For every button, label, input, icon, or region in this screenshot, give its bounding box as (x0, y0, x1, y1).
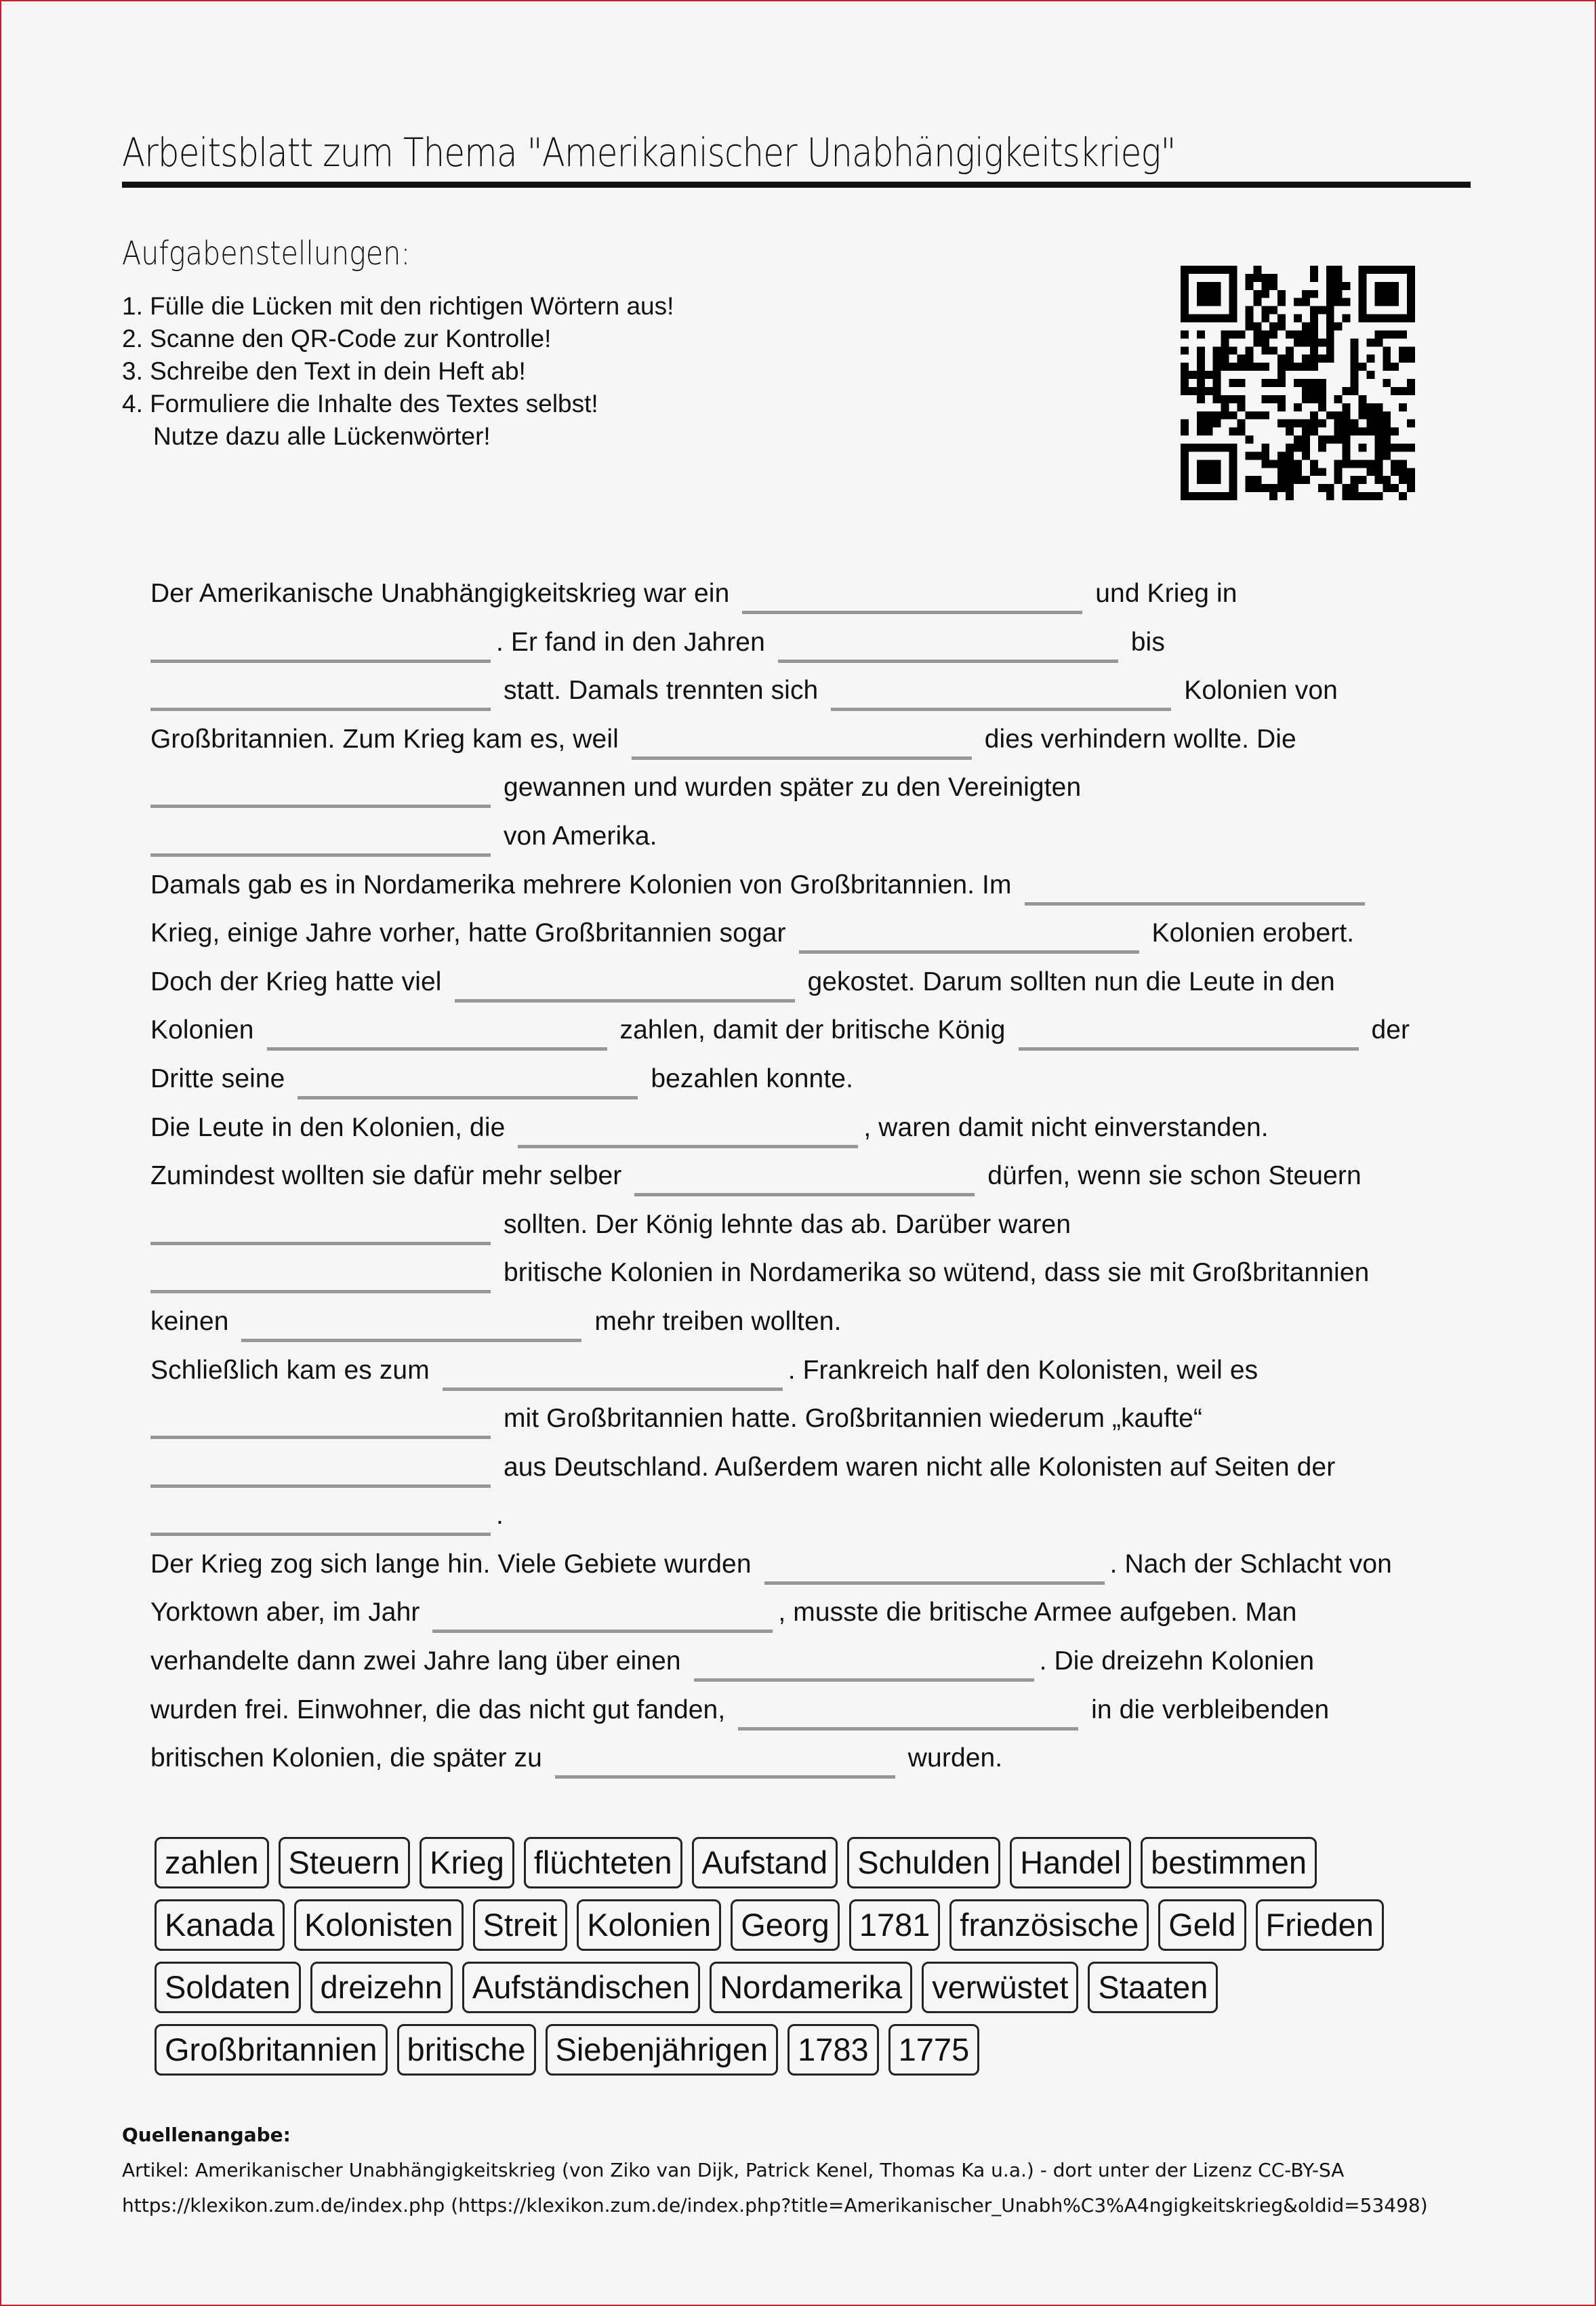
word-chip[interactable]: Soldaten (155, 1962, 301, 2013)
word-chip[interactable]: 1775 (888, 2024, 980, 2076)
word-chip[interactable]: Kanada (155, 1899, 285, 1951)
blank-field[interactable] (555, 1775, 895, 1779)
blank-field[interactable] (518, 1145, 858, 1148)
task-item: 4. Formuliere die Inhalte des Textes selbst! (122, 390, 598, 418)
blank-field[interactable] (267, 1047, 607, 1051)
page-title: Arbeitsblatt zum Thema "Amerikanischer Unabhängigkeitskrieg" (122, 129, 1176, 176)
qr-code-icon (1181, 263, 1415, 503)
title-underline (122, 182, 1471, 188)
word-chip[interactable]: Steuern (279, 1837, 411, 1888)
source-heading: Quellenangabe: (122, 2124, 291, 2146)
text-line: sollten. Der König lehnte das ab. Darüber waren (150, 1200, 1465, 1249)
word-chip[interactable]: bestimmen (1141, 1837, 1317, 1888)
blank-field[interactable] (298, 1096, 638, 1099)
blank-field[interactable] (634, 1193, 975, 1196)
blank-field[interactable] (778, 660, 1118, 663)
word-bank-row (155, 2024, 1442, 2086)
text-line: aus Deutschland. Außerdem waren nicht alle Kolonisten auf Seiten der (150, 1443, 1465, 1492)
word-chip[interactable]: Krieg (420, 1837, 514, 1888)
word-chip[interactable]: dreizehn (310, 1962, 453, 2013)
text-line: keinen mehr treiben wollten. (150, 1297, 1465, 1346)
word-chip[interactable]: britische (397, 2024, 536, 2076)
word-chip[interactable]: französische (949, 1899, 1149, 1951)
word-chip[interactable]: Staaten (1088, 1962, 1218, 2013)
text-line: Damals gab es in Nordamerika mehrere Kolonien von Großbritannien. Im (150, 861, 1465, 910)
text-line: wurden frei. Einwohner, die das nicht gut fanden, in die verbleibenden (150, 1686, 1465, 1735)
word-chip[interactable]: Nordamerika (710, 1962, 912, 2013)
word-chip[interactable]: 1783 (787, 2024, 879, 2076)
text-line: gewannen und wurden später zu den Vereinigten (150, 763, 1465, 812)
blank-field[interactable] (150, 1290, 491, 1293)
text-line: statt. Damals trennten sich Kolonien von (150, 666, 1465, 715)
task-item: 3. Schreibe den Text in dein Heft ab! (122, 357, 526, 385)
task-list (122, 290, 674, 453)
word-chip[interactable]: 1781 (849, 1899, 941, 1951)
blank-field[interactable] (150, 1242, 491, 1245)
blank-field[interactable] (150, 1533, 491, 1536)
text-line: Krieg, einige Jahre vorher, hatte Großbritannien sogar Kolonien erobert. (150, 909, 1465, 958)
word-chip[interactable]: Großbritannien (155, 2024, 388, 2076)
word-chip[interactable]: Kolonien (577, 1899, 721, 1951)
blank-field[interactable] (150, 1484, 491, 1488)
blank-field[interactable] (831, 708, 1171, 711)
word-chip[interactable]: Streit (473, 1899, 568, 1951)
word-bank-row (155, 1837, 1442, 1899)
blank-field[interactable] (632, 756, 972, 760)
text-line: Kolonien zahlen, damit der britische König der (150, 1006, 1465, 1055)
blank-field[interactable] (432, 1630, 773, 1633)
text-line: Der Amerikanische Unabhängigkeitskrieg war ein und Krieg in (150, 569, 1465, 618)
blank-field[interactable] (150, 708, 491, 711)
text-line: Yorktown aber, im Jahr , musste die britische Armee aufgeben. Man (150, 1588, 1465, 1637)
word-chip[interactable]: Kolonisten (294, 1899, 464, 1951)
blank-field[interactable] (799, 950, 1139, 954)
blank-field[interactable] (443, 1388, 783, 1391)
blank-field[interactable] (742, 611, 1082, 614)
source-citation (122, 2118, 1428, 2223)
blank-field[interactable] (694, 1678, 1034, 1682)
source-article: Artikel: Amerikanischer Unabhängigkeitskrieg (von Ziko van Dijk, Patrick Kenel, Thomas Ka u.a.) - dort unter der Lizenz CC-BY-SA (122, 2159, 1345, 2181)
text-line: . Er fand in den Jahren bis (150, 618, 1465, 667)
word-chip[interactable]: zahlen (155, 1837, 269, 1888)
word-chip[interactable]: Handel (1010, 1837, 1131, 1888)
text-line: britischen Kolonien, die später zu wurden. (150, 1734, 1465, 1783)
text-line: mit Großbritannien hatte. Großbritannien wiederum „kaufte“ (150, 1394, 1465, 1443)
word-chip[interactable]: flüchteten (524, 1837, 682, 1888)
blank-field[interactable] (241, 1339, 581, 1342)
blank-field[interactable] (455, 999, 795, 1003)
word-chip[interactable]: Schulden (847, 1837, 1000, 1888)
text-line: Zumindest wollten sie dafür mehr selber dürfen, wenn sie schon Steuern (150, 1152, 1465, 1200)
word-chip[interactable]: Geld (1158, 1899, 1246, 1951)
text-line: Die Leute in den Kolonien, die , waren damit nicht einverstanden. (150, 1104, 1465, 1152)
text-line: Schließlich kam es zum . Frankreich half den Kolonisten, weil es (150, 1346, 1465, 1395)
task-item: 1. Fülle die Lücken mit den richtigen Wörtern aus! (122, 292, 674, 320)
source-url[interactable]: https://klexikon.zum.de/index.php (https://klexikon.zum.de/index.php?title=Amerikanischer_Unabh%C3%A4ngigkeitskrieg&oldid=53498) (122, 2194, 1428, 2217)
task-item-continuation: Nutze dazu alle Lückenwörter! (153, 422, 491, 450)
word-chip[interactable]: Aufstand (692, 1837, 838, 1888)
blank-field[interactable] (150, 1436, 491, 1439)
text-line: verhandelte dann zwei Jahre lang über einen . Die dreizehn Kolonien (150, 1637, 1465, 1686)
task-item: 2. Scanne den QR-Code zur Kontrolle! (122, 325, 552, 352)
cloze-text (150, 569, 1465, 1783)
text-line: Großbritannien. Zum Krieg kam es, weil dies verhindern wollte. Die (150, 715, 1465, 764)
word-chip[interactable]: Georg (731, 1899, 840, 1951)
word-bank (155, 1837, 1442, 2086)
blank-field[interactable] (150, 805, 491, 808)
text-line: Doch der Krieg hatte viel gekostet. Darum sollten nun die Leute in den (150, 958, 1465, 1007)
blank-field[interactable] (1025, 902, 1365, 906)
text-line: Der Krieg zog sich lange hin. Viele Gebiete wurden . Nach der Schlacht von (150, 1540, 1465, 1589)
word-chip[interactable]: Frieden (1256, 1899, 1384, 1951)
blank-field[interactable] (738, 1727, 1078, 1731)
blank-field[interactable] (1019, 1047, 1359, 1051)
text-line: Dritte seine bezahlen konnte. (150, 1055, 1465, 1104)
blank-field[interactable] (150, 853, 491, 857)
word-bank-row (155, 1899, 1442, 1962)
word-chip[interactable]: Siebenjährigen (546, 2024, 779, 2076)
blank-field[interactable] (150, 660, 491, 663)
word-chip[interactable]: verwüstet (922, 1962, 1078, 2013)
word-chip[interactable]: Aufständischen (462, 1962, 700, 2013)
word-bank-row (155, 1962, 1442, 2024)
text-line: von Amerika. (150, 812, 1465, 861)
text-line: britische Kolonien in Nordamerika so wütend, dass sie mit Großbritannien (150, 1249, 1465, 1297)
tasks-heading: Aufgabenstellungen: (122, 235, 411, 272)
text-line: . (150, 1491, 1465, 1540)
blank-field[interactable] (764, 1581, 1105, 1585)
